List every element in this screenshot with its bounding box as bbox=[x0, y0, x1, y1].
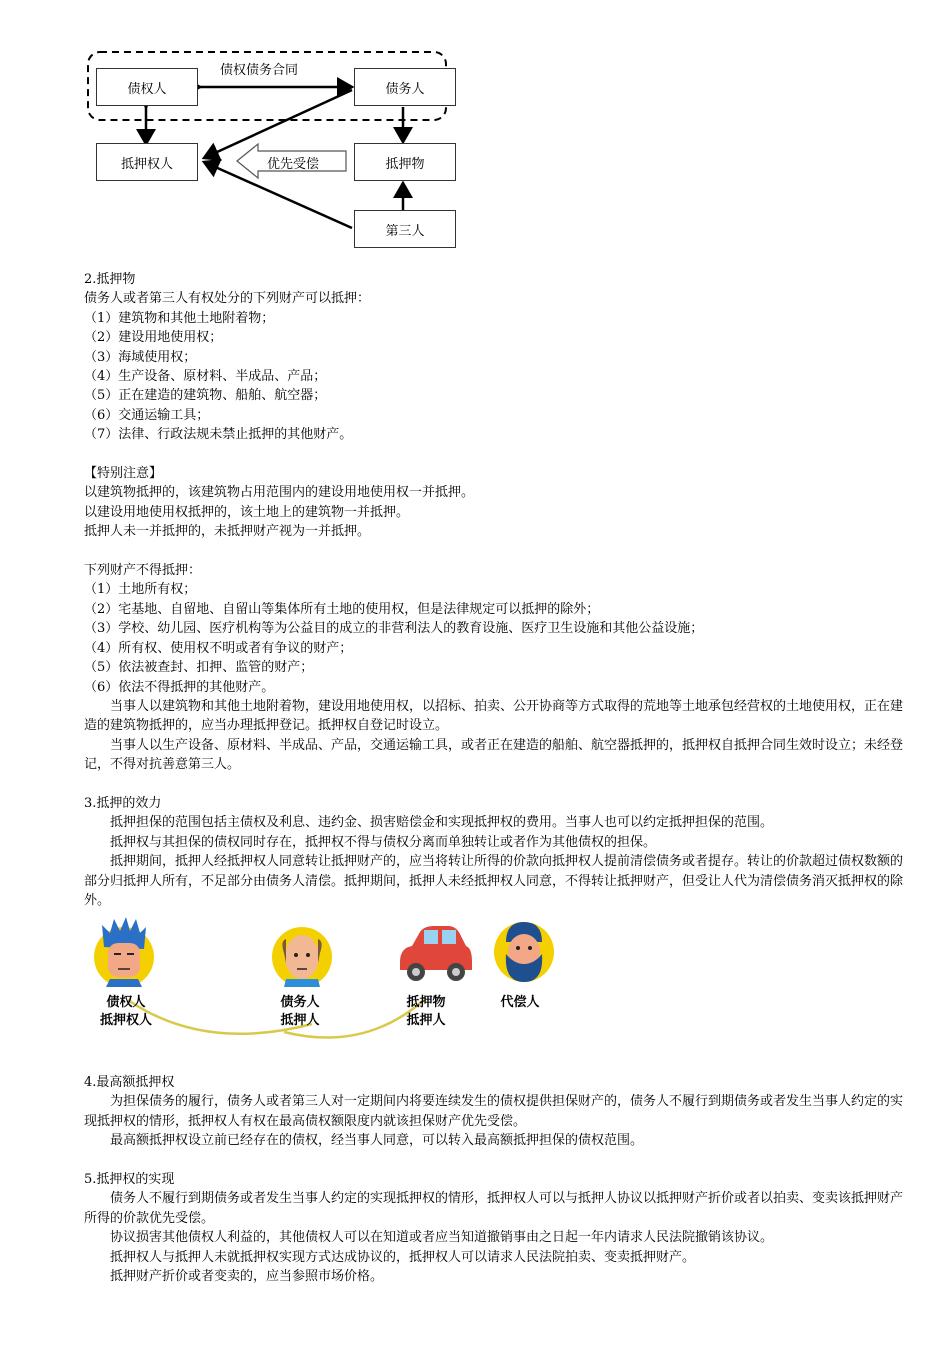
paragraph: 协议损害其他债权人利益的，其他债权人可以在知道或者应当知道撤销事由之日起一年内请求人民法院撤销该协议。 bbox=[110, 1230, 774, 1246]
collateral-caption: 抵押物 抵押人 bbox=[406, 995, 446, 1028]
paragraph: 为担保债务的履行，债务人或者第三人对一定期间内将要连续发生的债权提供担保财产的，债务人不履行到期债务或者发生当事人约定的实现抵押权的情形，抵押权人有权在最高债权额限度内就该担保财产优先受偿。 bbox=[84, 1094, 904, 1129]
list-item: （3）学校、幼儿园、医疗机构等为公益目的成立的非营利法人的教育设施、医疗卫生设施和其他公益设施； bbox=[84, 621, 704, 637]
list-item: （5）正在建造的建筑物、船舶、航空器； bbox=[84, 388, 327, 404]
debtor-caption: 债务人 抵押人 bbox=[280, 995, 320, 1028]
collateral-box bbox=[354, 143, 456, 181]
list-item: （4）所有权、使用权不明或者有争议的财产； bbox=[84, 640, 353, 656]
section5-heading: 5.抵押权的实现 bbox=[84, 1172, 175, 1188]
debtor-avatar-icon bbox=[272, 927, 332, 987]
paragraph: 抵押权与其担保的债权同时存在，抵押权不得与债权分离而单独转让或者作为其他债权的担保。 bbox=[110, 834, 657, 850]
section4-heading: 4.最高额抵押权 bbox=[84, 1075, 175, 1090]
collateral-label: 抵押物 bbox=[385, 156, 425, 172]
list-item: （1）建筑物和其他土地附着物； bbox=[84, 310, 275, 326]
creditor-label: 债权人 bbox=[127, 81, 167, 97]
list-item: （2）建设用地使用权； bbox=[84, 330, 223, 346]
list-item: （2）宅基地、自留地、自留山等集体所有土地的使用权，但是法律规定可以抵押的除外； bbox=[84, 601, 600, 617]
creditor-avatar-icon bbox=[94, 917, 154, 987]
main-text bbox=[84, 270, 904, 910]
list-item: （3）海域使用权； bbox=[84, 349, 197, 365]
prohibited-intro: 下列财产不得抵押： bbox=[84, 563, 202, 579]
list-item: （1）土地所有权； bbox=[84, 582, 197, 598]
third-party-label: 第三人 bbox=[385, 223, 425, 239]
third-party-box bbox=[354, 210, 456, 248]
paragraph: 抵押权人与抵押人未就抵押权实现方式达成协议的，抵押权人可以请求人民法院拍卖、变卖抵押财产。 bbox=[110, 1249, 696, 1265]
priority-label: 优先受偿 bbox=[267, 157, 320, 172]
substitute-payer-caption: 代偿人 bbox=[500, 995, 540, 1010]
note-line: 以建设用地使用权抵押的，该土地上的建筑物一并抵押。 bbox=[84, 504, 410, 520]
section2-heading: 2.抵押物 bbox=[84, 272, 136, 287]
paragraph: 最高额抵押权设立前已经存在的债权，经当事人同意，可以转入最高额抵押担保的债权范围。 bbox=[110, 1133, 644, 1149]
parties-illustration bbox=[84, 912, 584, 1047]
contract-label: 债权债务合同 bbox=[220, 63, 299, 78]
creditor-box bbox=[96, 68, 198, 106]
list-item: （4）生产设备、原材料、半成品、产品； bbox=[84, 369, 327, 385]
registration-paragraph: 当事人以建筑物和其他土地附着物，建设用地使用权，以招标、拍卖、公开协商等方式取得的荒地等土地承包经营权的土地使用权，正在建造的建筑物抵押的，应当办理抵押登记。抵押权自登记时设立。 bbox=[84, 698, 904, 734]
list-item: （7）法律、行政法规未禁止抵押的其他财产。 bbox=[84, 427, 353, 443]
list-item: （5）依法被查封、扣押、监管的财产； bbox=[84, 660, 314, 676]
list-item: （6）交通运输工具； bbox=[84, 407, 210, 423]
note-line: 以建筑物抵押的，该建筑物占用范围内的建设用地使用权一并抵押。 bbox=[84, 485, 475, 501]
mortgagee-box bbox=[96, 143, 198, 181]
list-item: （6）依法不得抵押的其他财产。 bbox=[84, 679, 275, 695]
car-collateral-icon bbox=[400, 926, 472, 981]
section3-heading: 3.抵押的效力 bbox=[84, 795, 162, 811]
creditor-caption: 债权人 抵押权人 bbox=[99, 995, 152, 1028]
movable-paragraph: 当事人以生产设备、原材料、半成品、产品，交通运输工具，或者正在建造的船舶、航空器抵押的，抵押权自抵押合同生效时设立；未经登记，不得对抗善意第三人。 bbox=[84, 737, 904, 773]
debtor-label: 债务人 bbox=[385, 81, 425, 97]
mortgagee-label: 抵押权人 bbox=[120, 156, 173, 172]
paragraph: 抵押担保的范围包括主债权及利息、违约金、损害赔偿金和实现抵押权的费用。当事人也可以约定抵押担保的范围。 bbox=[110, 815, 774, 831]
paragraph: 抵押财产折价或者变卖的，应当参照市场价格。 bbox=[110, 1269, 384, 1285]
debtor-box bbox=[354, 68, 456, 106]
section2-intro: 债务人或者第三人有权处分的下列财产可以抵押： bbox=[84, 291, 371, 307]
substitute-payer-avatar-icon bbox=[494, 922, 554, 982]
paragraph: 债务人不履行到期债务或者发生当事人约定的实现抵押权的情形，抵押权人可以与抵押人协议以抵押财产折价或者以拍卖、变卖该抵押财产所得的价款优先受偿。 bbox=[84, 1191, 904, 1226]
paragraph: 抵押期间，抵押人经抵押权人同意转让抵押财产的，应当将转让所得的价款向抵押权人提前清偿债务或者提存。转让的价款超过债权数额的部分归抵押人所有，不足部分由债务人清偿。抵押期间，抵押人未经抵押权人同意，不得转让抵押财产，但受让人代为清偿债务消灭抵押权的除外。 bbox=[84, 854, 904, 908]
lower-text bbox=[84, 1073, 904, 1286]
special-note-heading: 【特别注意】 bbox=[84, 466, 163, 482]
note-line: 抵押人未一并抵押的，未抵押财产视为一并抵押。 bbox=[84, 524, 371, 540]
mortgage-relationship-diagram bbox=[80, 40, 480, 255]
